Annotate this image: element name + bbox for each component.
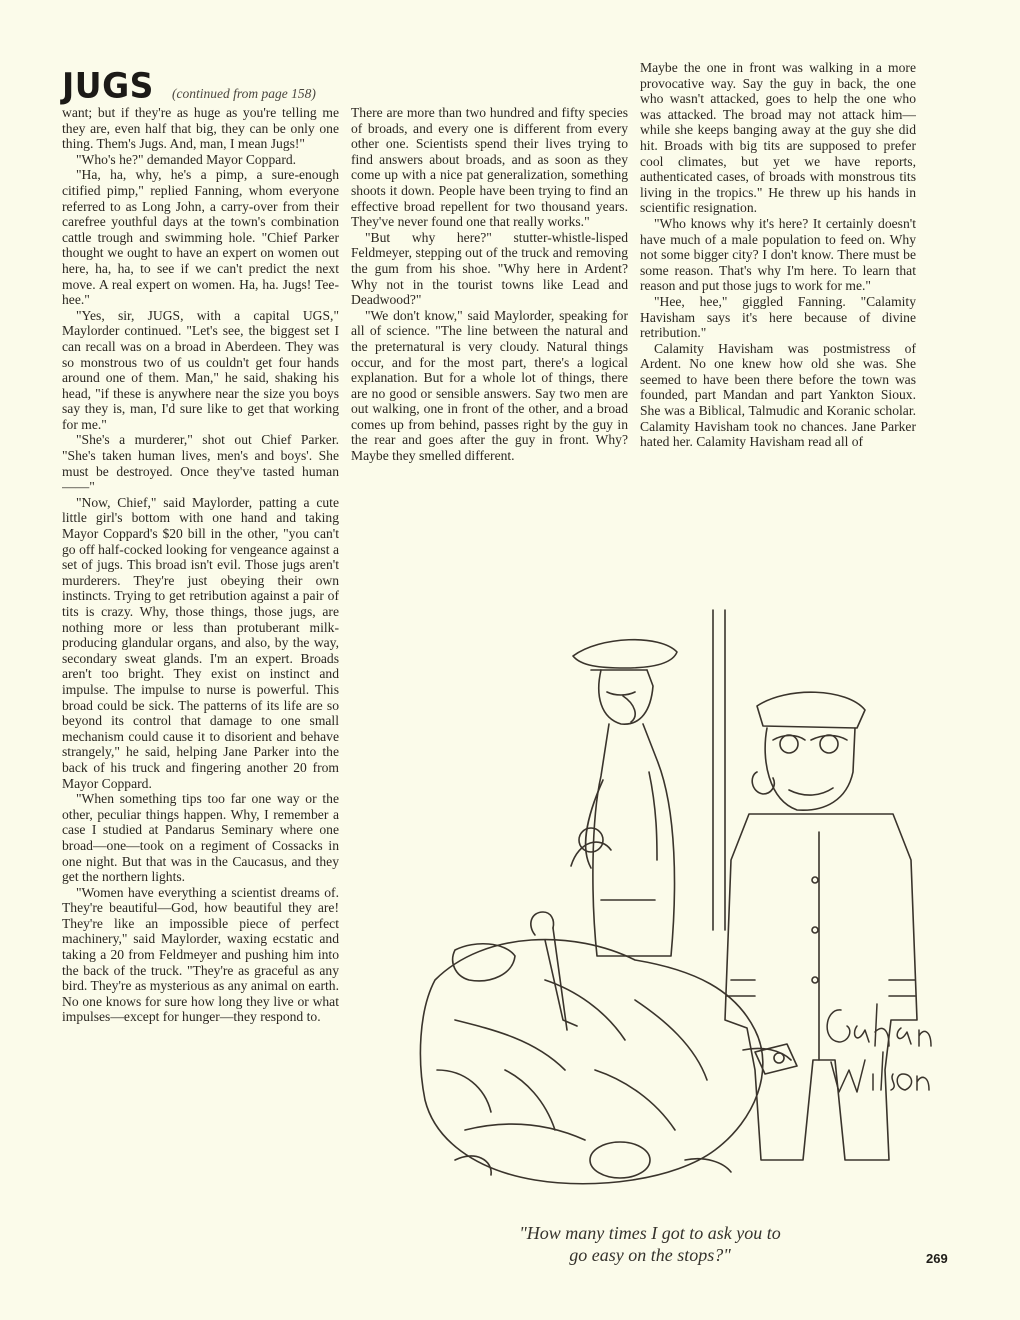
continued-note: (continued from page 158) xyxy=(172,86,316,101)
article-header xyxy=(62,66,362,104)
paragraph: Calamity Havisham was postmistress of Ardent. No one knew how old she was. She seemed to have been there before the town was founded, part Mandan and part Yankton Sioux. She was a Biblical, Talmudic and Koranic scholar. Calamity Havisham took no chances. Jane Parker hated her. Calamity Havisham read all of xyxy=(640,340,916,450)
text-column-3 xyxy=(640,60,916,585)
paragraph: "Who's he?" demanded Mayor Coppard. xyxy=(76,151,297,167)
paragraph: "Ha, ha, why, he's a pimp, a sure-enough citified pimp," replied Fanning, whom everyone referred to as Long John, a carry-over from their carefree youthful days at the town's combination cattle trough and swimming hole. "Chief Parker thought we ought to have an expert on women out here, ha, ha, to see if we can't predict the next move. A real expert on women. Ha, ha. Jugs! Tee-hee." xyxy=(62,167,339,308)
fallen-passengers-pile xyxy=(420,940,791,1184)
paragraph: "She's a murderer," shot out Chief Parker. "She's taken human lives, men's and boys'. She must be destroyed. Once they've tasted human——" xyxy=(62,432,339,495)
paragraph: "Yes, sir, JUGS, with a capital UGS," Maylorder continued. "Let's see, the biggest set I can recall was on a broad in Aberdeen. They was so monstrous two of us couldn't get four hands around one of them. Man," he said, shaking his head, "if these is anywhere near the size you boys say they is, man, I'd sure like to get that working for me." xyxy=(62,307,339,432)
paragraph: Maybe the one in front was walking in a more provocative way. Say the guy in back, the one who wasn't attacked, goes to help the one who was attacked. The broad may not attack him—while she keeps banging away at the guy she did hit. Broads with big tits are supposed to prefer cool climates, but yet we have reports, authenticated cases, of broads with monstrous tits living in the tropics." He threw up his hands in scientific resignation. xyxy=(640,60,916,216)
paragraph: want; but if they're as huge as you're telling me they are, even half that big, they can be only one thing. Them's Jugs. And, man, I mean Jugs!" xyxy=(62,105,339,152)
caption-line: go easy on the stops?" xyxy=(569,1245,731,1265)
conductor-figure-left xyxy=(571,640,677,956)
cartoon-illustration xyxy=(395,600,940,1200)
paragraph: "But why here?" stutter-whistle-lisped Feldmeyer, stepping out of the truck and removing the gum from his shoe. "Why here in Ardent? Why not in the tourist towns like Lead and Deadwood?" xyxy=(351,229,628,308)
paragraph: "Now, Chief," said Maylorder, patting a cute little girl's bottom with one hand and taking Mayor Coppard's $20 bill in the other, "you can't go off half-cocked looking for vengeance against a set of jugs. This broad isn't evil. Those jugs aren't murderers. They're just obeying their own instincts. Trying to get retribution against a pair of tits is crazy. Why, those things, those jugs, are nothing more or less than protuberant milk-producing glandular organs, and also, by the way, secondary sweat glands. I'm an expert. Broads aren't too bright. They exist on instinct and impulse. The impulse to nurse is powerful. This broad could be sick. The patterns of its life are so beyond its control that damage to one small mechanism could cause it to disorient and behave strangely," he said, helping Jane Parker into the back of his truck and fingering another 20 from Mayor Coppard. xyxy=(62,494,339,791)
paragraph: "Hee, hee," giggled Fanning. "Calamity Havisham says it's here because of divine retribution." xyxy=(640,293,916,341)
paragraph: "When something tips too far one way or the other, peculiar things happen. Why, I remember a case I studied at Pandarus Seminary where one broad—one—took on a regiment of Cossacks in one night. But that was in the Caucasus, and they get the northern lights. xyxy=(62,791,339,885)
artist-signature xyxy=(827,1004,931,1092)
umbrella-drawing xyxy=(531,912,577,1030)
page-number: 269 xyxy=(926,1251,948,1266)
text-column-1 xyxy=(62,105,339,1255)
paragraph: "Who knows why it's here? It certainly doesn't have much of a male population to feed on. Why not some bigger city? I don't know. There must be some reason. That's why I'm here. To learn that reason and put those jugs to work for me." xyxy=(640,215,916,294)
paragraph: "Women have everything a scientist dreams of. They're beautiful—God, how beautiful they are! They're like an impossible piece of perfect machinery," said Maylorder, waxing ecstatic and taking a 20 from Feldmeyer and pushing him into the back of the truck. "They're as graceful as any bird. They're as mysterious as any animal on earth. No one knows for sure how long they live or what impulses—except for hunger—they respond to. xyxy=(62,884,339,1025)
paragraph: "We don't know," said Maylorder, speaking for all of science. "The line between the natural and the preternatural is very cloudy. Natural things occur, and for the most part, there's a logical explanation. But for a whole lot of things, there are no good or sensible answers. Say two men are out walking, one in front of the other, and a broad comes up from behind, passes right by the guy in the rear and goes after the guy in front. Why? Maybe they smelled different. xyxy=(351,307,628,464)
article-title-logo: JUGS xyxy=(62,65,154,106)
conductor-figure-right xyxy=(725,692,917,1160)
caption-line: "How many times I got to ask you to xyxy=(519,1223,781,1243)
cartoon-caption xyxy=(420,1222,880,1266)
paragraph: There are more than two hundred and fifty species of broads, and every one is different from every other one. Scientists spend their lives trying to find answers about broads, and as soon as they come up with a nice pat generalization, something shoots it down. People have been trying to find an effective broad repellent for two thousand years. They've never found one that really works." xyxy=(351,105,628,230)
text-column-2 xyxy=(351,105,628,585)
